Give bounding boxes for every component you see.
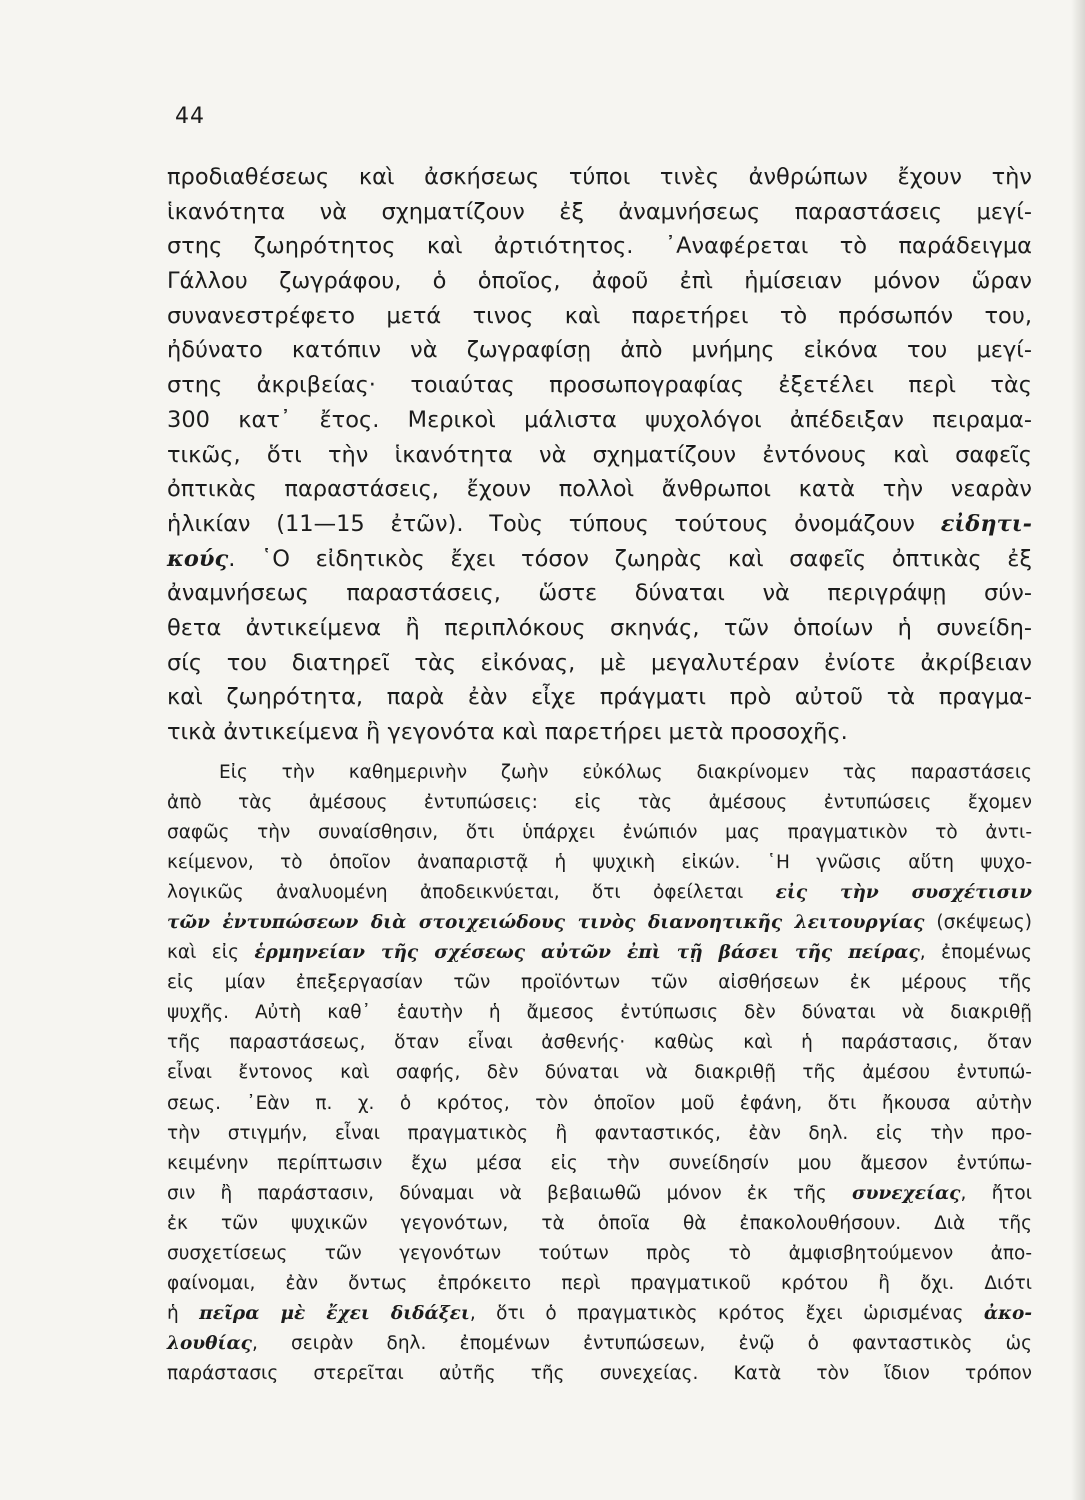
emphasis-correlation: εἰς τὴν συσχέτισιν: [775, 882, 1032, 904]
text-line: Εἰς τὴν καθημερινὴν ζωὴν εὐκόλως διακρίνομεν τὰς παραστάσεις: [219, 762, 1032, 783]
text-line: καὶ ζωηρότητα, παρὰ ἐὰν εἶχε πράγματι πρὸ αὐτοῦ τὰ πραγμα-: [167, 684, 1032, 711]
text-line: [167, 908, 1032, 938]
text-run: λογικῶς ἀναλυομένη ἀποδεικνύεται, ὅτι ὀφείλεται: [167, 882, 776, 904]
text-line: σαφῶς τὴν συναίσθησιν, ὅτι ὑπάρχει ἐνώπιόν μας πραγματικὸν τὸ ἀντι-: [167, 822, 1032, 844]
text-run: , σειρὰν δηλ. ἐπομένων ἐντυπώσεων, ἐνῷ ὁ φανταστικὸς ὡς: [251, 1332, 1032, 1354]
text-line: ἐκ τῶν ψυχικῶν γεγονότων, τὰ ὁποῖα θὰ ἐπακολουθήσουν. Διὰ τῆς: [167, 1212, 1032, 1234]
text-line: ἀπὸ τὰς ἀμέσους ἐντυπώσεις: εἰς τὰς ἀμέσους ἐντυπώσεις ἔχομεν: [167, 792, 1032, 814]
text-line: στης ζωηρότητος καὶ ἀρτιότητος. ᾿Αναφέρεται τὸ παράδειγμα: [167, 233, 1032, 260]
text-run: , ἤτοι: [960, 1182, 1033, 1204]
text-line: σεως. ᾿Εὰν π. χ. ὁ κρότος, τὸν ὁποῖον μοῦ ἐφάνη, ὅτι ἤκουσα αὐτὴν: [167, 1092, 1032, 1114]
text-line: ἱκανότητα νὰ σχηματίζουν ἐξ ἀναμνήσεως παραστάσεις μεγί-: [167, 198, 1032, 225]
emphasis-continuity: συνεχείας: [852, 1182, 961, 1204]
text-line: εἶναι ἔντονος καὶ σαφής, δὲν δύναται νὰ διακριθῇ τῆς ἀμέσου ἐντυπώ-: [167, 1062, 1032, 1084]
emphasis-term-eidetikous: κούς: [167, 545, 229, 572]
text-line: εἰς μίαν ἐπεξεργασίαν τῶν προϊόντων τῶν αἰσθήσεων ἐκ μέρους τῆς: [167, 972, 1032, 994]
paragraph-perception-vs-representation: [167, 758, 1032, 1389]
text-run: ἡ: [167, 1302, 200, 1324]
text-line: ἠδύνατο κατόπιν νὰ ζωγραφίσῃ ἀπὸ μνήμης εἰκόνα του μεγί-: [167, 337, 1032, 364]
text-line: τῆς παραστάσεως, ὅταν εἶναι ἀσθενής· καθὼς καὶ ἡ παράστασις, ὅταν: [167, 1032, 1032, 1054]
text-run: , ὅτι ὁ πραγματικὸς κρότος ἔχει ὡρισμένας: [469, 1302, 984, 1324]
scan-edge: [1071, 0, 1085, 1500]
text-line: [167, 507, 1032, 542]
text-line: φαίνομαι, ἐὰν ὄντως ἐπρόκειτο περὶ πραγματικοῦ κρότου ἢ ὄχι. Διότι: [167, 1272, 1032, 1294]
text-line: [167, 542, 1032, 577]
text-run: . ῾Ο εἰδητικὸς ἔχει τόσον ζωηρὰς καὶ σαφεῖς ὀπτικὰς ἐξ: [228, 545, 1032, 572]
text-line: κείμενον, τὸ ὁποῖον ἀναπαριστᾷ ἡ ψυχικὴ εἰκών. ῾Η γνῶσις αὕτη ψυχο-: [167, 852, 1032, 874]
text-line: κειμένην περίπτωσιν ἔχω μέσα εἰς τὴν συνείδησίν μου ἄμεσον ἐντύπω-: [167, 1152, 1032, 1174]
text-line: θετα ἀντικείμενα ἢ περιπλόκους σκηνάς, τῶν ὁποίων ἡ συνείδη-: [167, 614, 1032, 641]
text-line: τικῶς, ὅτι τὴν ἱκανότητα νὰ σχηματίζουν ἐντόνους καὶ σαφεῖς: [167, 441, 1032, 468]
text-run: ἡλικίαν (11—15 ἐτῶν). Τοὺς τύπους τούτους ὀνομάζουν: [167, 510, 941, 537]
text-line: [167, 938, 1032, 968]
emphasis-sequences: ἀκο-: [983, 1302, 1033, 1324]
text-run: (σκέψεως): [924, 912, 1033, 934]
emphasis-experience: πεῖρα μὲ ἔχει διδάξει: [199, 1302, 470, 1324]
text-line: [167, 1329, 1032, 1359]
text-line: συνανεστρέφετο μετά τινος καὶ παρετήρει τὸ πρόσωπόν του,: [167, 302, 1032, 329]
page-number: 44: [175, 104, 205, 129]
text-line: [167, 878, 1032, 908]
text-line: Γάλλου ζωγράφου, ὁ ὁποῖος, ἀφοῦ ἐπὶ ἡμίσειαν μόνον ὥραν: [167, 268, 1032, 295]
paragraph-eidetic-imagery: [167, 160, 1032, 750]
text-line: παράστασις στερεῖται αὐτῆς τῆς συνεχείας. Κατὰ τὸν ἴδιον τρόπον: [167, 1362, 1032, 1384]
text-line: 300 κατ᾿ ἔτος. Μερικοὶ μάλιστα ψυχολόγοι ἀπέδειξαν πειραμα-: [167, 406, 1032, 433]
text-line: σίς του διατηρεῖ τὰς εἰκόνας, μὲ μεγαλυτέραν ἐνίοτε ἀκρίβειαν: [167, 649, 1032, 676]
text-line: τικὰ ἀντικείμενα ἢ γεγονότα καὶ παρετήρει μετὰ προσοχῆς.: [167, 719, 848, 745]
text-run: καὶ εἰς: [167, 942, 255, 964]
text-line: συσχετίσεως τῶν γεγονότων τούτων πρὸς τὸ ἀμφισβητούμενον ἀπο-: [167, 1242, 1032, 1264]
emphasis-term-eidetikous: εἰδητι-: [940, 510, 1032, 537]
emphasis-mental-function: τῶν ἐντυπώσεων διὰ στοιχειώδους τινὸς διανοητικῆς λειτουργίας: [167, 912, 925, 934]
text-line: ψυχῆς. Αὐτὴ καθ᾿ ἑαυτὴν ἡ ἄμεσος ἐντύπωσις δὲν δύναται νὰ διακριθῇ: [167, 1002, 1032, 1024]
text-line: στης ἀκριβείας· τοιαύτας προσωπογραφίας ἐξετέλει περὶ τὰς: [167, 372, 1032, 399]
text-line: ἀναμνήσεως παραστάσεις, ὥστε δύναται νὰ περιγράψῃ σύν-: [167, 580, 1032, 607]
text-line: [167, 1299, 1032, 1329]
emphasis-sequences: λουθίας: [167, 1332, 252, 1354]
text-line: [167, 1179, 1032, 1209]
text-line: τὴν στιγμήν, εἶναι πραγματικὸς ἢ φανταστικός, ἐὰν δηλ. εἰς τὴν προ-: [167, 1122, 1032, 1144]
emphasis-interpretation: ἑρμηνείαν τῆς σχέσεως αὐτῶν ἐπὶ τῇ βάσει τῆς πείρας: [254, 942, 920, 964]
text-line: ὀπτικὰς παραστάσεις, ἔχουν πολλοὶ ἄνθρωποι κατὰ τὴν νεαρὰν: [167, 476, 1032, 503]
text-run: σιν ἢ παράστασιν, δύναμαι νὰ βεβαιωθῶ μόνον ἐκ τῆς: [167, 1182, 853, 1204]
text-line: προδιαθέσεως καὶ ἀσκήσεως τύποι τινὲς ἀνθρώπων ἔχουν τὴν: [167, 164, 1032, 190]
text-run: , ἐπομένως: [919, 942, 1032, 964]
